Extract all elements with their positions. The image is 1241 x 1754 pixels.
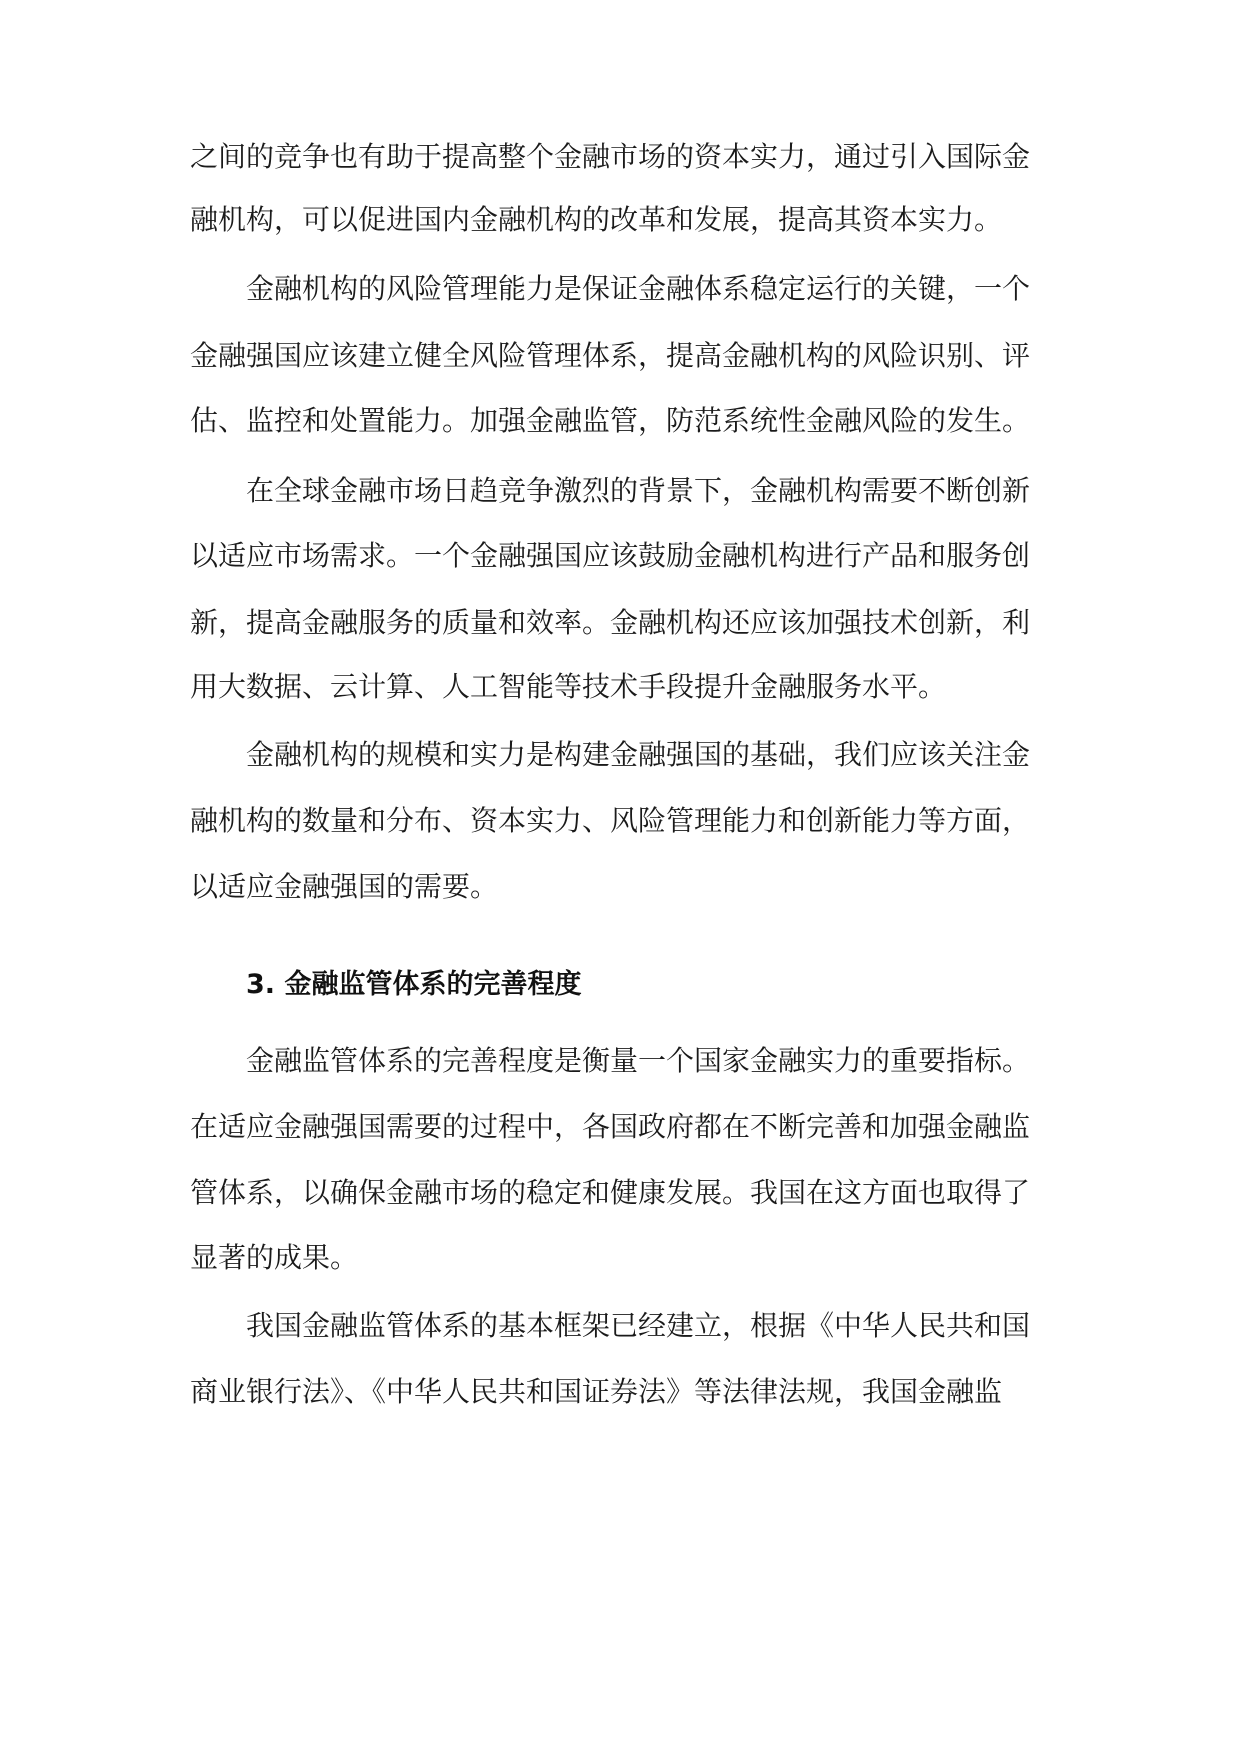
paragraph-first-line: 金融机构的规模和实力是构建金融强国的基础，我们应该关注金: [246, 738, 1031, 771]
body-text-line: 融机构，可以促进国内金融机构的改革和发展，提高其资本实力。: [190, 203, 1003, 236]
paragraph-first-line: 金融监管体系的完善程度是衡量一个国家金融实力的重要指标。: [246, 1044, 1031, 1077]
body-text-line: 在适应金融强国需要的过程中，各国政府都在不断完善和加强金融监: [190, 1110, 1031, 1143]
body-text-line: 管体系，以确保金融市场的稳定和健康发展。我国在这方面也取得了: [190, 1176, 1031, 1209]
body-text-line: 之间的竞争也有助于提高整个金融市场的资本实力，通过引入国际金: [190, 140, 1031, 173]
body-text-line: 商业银行法》、《中华人民共和国证券法》等法律法规，我国金融监: [190, 1375, 1003, 1408]
body-text-line: 新，提高金融服务的质量和效率。金融机构还应该加强技术创新，利: [190, 606, 1031, 639]
body-text-line: 金融强国应该建立健全风险管理体系，提高金融机构的风险识别、评: [190, 339, 1031, 372]
body-text-line: 融机构的数量和分布、资本实力、风险管理能力和创新能力等方面，: [190, 804, 1031, 837]
paragraph-first-line: 金融机构的风险管理能力是保证金融体系稳定运行的关键，一个: [246, 272, 1031, 305]
paragraph-first-line: 我国金融监管体系的基本框架已经建立，根据《中华人民共和国: [246, 1309, 1031, 1342]
section-heading: 3. 金融监管体系的完善程度: [246, 969, 582, 1000]
body-text-line: 估、监控和处置能力。加强金融监管，防范系统性金融风险的发生。: [190, 404, 1031, 437]
body-text-line: 以适应市场需求。一个金融强国应该鼓励金融机构进行产品和服务创: [190, 539, 1031, 572]
body-text-line: 用大数据、云计算、人工智能等技术手段提升金融服务水平。: [190, 670, 947, 703]
body-text-line: 以适应金融强国的需要。: [190, 870, 499, 903]
paragraph-first-line: 在全球金融市场日趋竞争激烈的背景下，金融机构需要不断创新: [246, 474, 1031, 507]
body-text-line: 显著的成果。: [190, 1241, 359, 1274]
